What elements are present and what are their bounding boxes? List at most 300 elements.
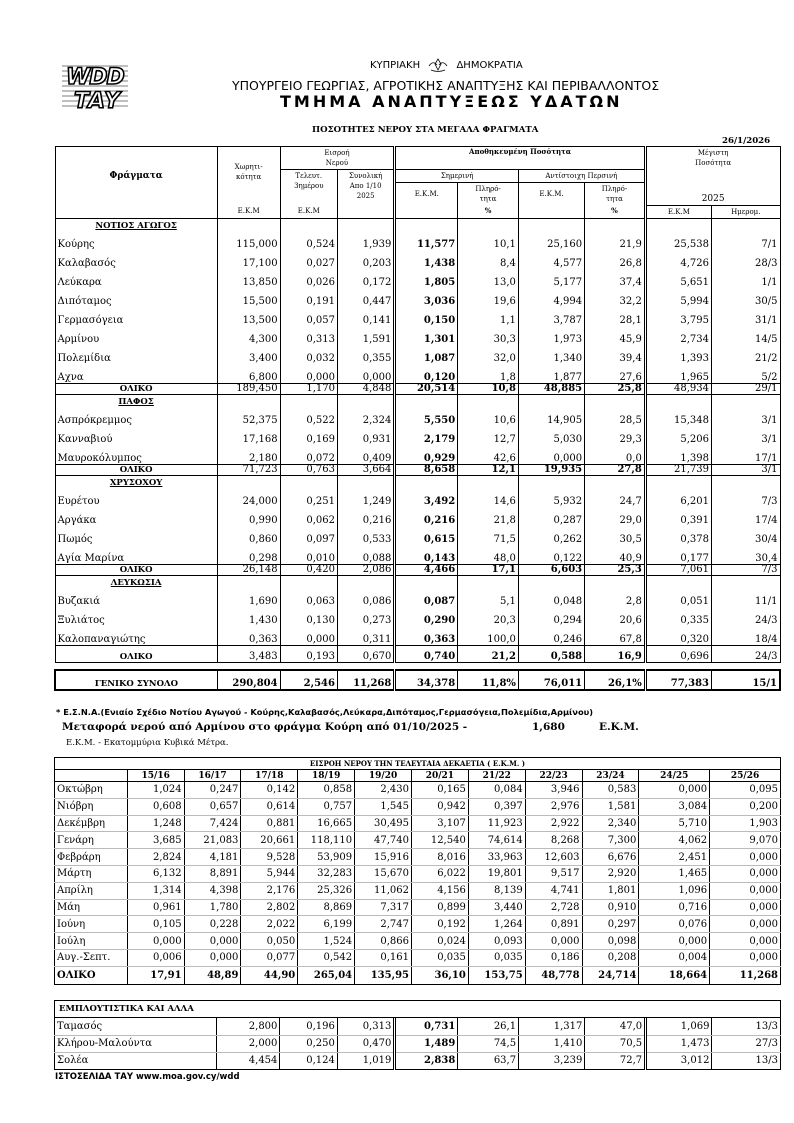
table-cell: 2,838: [395, 1052, 458, 1069]
month-row: [55, 899, 781, 916]
table-cell: 2,086: [337, 564, 394, 575]
table-cell: 67,8: [585, 626, 646, 645]
table-cell: 0,000: [280, 626, 337, 645]
table-cell: 1,1: [458, 307, 519, 326]
table-cell: 15/1: [712, 670, 780, 690]
table-cell: 32,0: [458, 345, 519, 364]
year-header: 24/25: [639, 770, 710, 782]
table-cell: 1,473: [646, 1035, 712, 1052]
year-header: 20/21: [412, 770, 469, 782]
table-cell: 2,922: [525, 815, 582, 832]
table-row: [55, 488, 780, 507]
blank-cell: [518, 575, 584, 588]
dam-name: ΟΛΙΚΟ: [55, 564, 217, 575]
section-name: ΧΡΥΣΟΧΟΥ: [55, 475, 217, 488]
table-cell: 0,000: [184, 949, 241, 966]
dam-name: Καλοπαναγιώτης: [55, 626, 217, 645]
table-cell: 0,588: [518, 645, 584, 662]
table-cell: 100,0: [458, 626, 519, 645]
table-cell: 12,540: [412, 832, 469, 849]
blank-cell: [712, 394, 780, 407]
table-cell: 6,132: [127, 865, 184, 882]
table-cell: 20,3: [458, 607, 519, 626]
month-row: [55, 933, 781, 950]
table-cell: 3,685: [127, 832, 184, 849]
table-cell: 0,216: [395, 507, 458, 526]
year-header: 19/20: [355, 770, 412, 782]
table-cell: 3,946: [525, 782, 582, 799]
table-cell: 3,400: [217, 345, 280, 364]
table-cell: 0,000: [127, 933, 184, 950]
table-cell: 0,087: [395, 588, 458, 607]
table-cell: 1,410: [519, 1035, 585, 1052]
table-row: [55, 1052, 781, 1069]
table-cell: 0,142: [241, 782, 298, 799]
table-cell: 3,787: [518, 307, 584, 326]
website-footer: ΙΣΤΟΣΕΛΙΔΑ ΤΑΥ www.moa.gov.cy/wdd: [55, 1072, 240, 1082]
table-cell: 0,740: [395, 645, 458, 662]
table-cell: 0,246: [518, 626, 584, 645]
table-cell: 11,8%: [458, 670, 519, 690]
table-cell: 33,963: [468, 849, 525, 866]
table-cell: 24/3: [712, 607, 780, 626]
table-cell: 18,664: [639, 966, 710, 984]
table-cell: 1,301: [395, 326, 458, 345]
table-cell: 53,909: [298, 849, 355, 866]
today-mcm-header: Ε.Κ.Μ.: [395, 183, 458, 206]
table-row: [55, 526, 780, 545]
table-cell: 8,016: [412, 849, 469, 866]
table-cell: 17,168: [217, 426, 280, 445]
table-cell: 30/5: [712, 288, 780, 307]
table-cell: 2,176: [241, 882, 298, 899]
table-cell: 3,084: [639, 798, 710, 815]
table-cell: 0,670: [337, 645, 394, 662]
table-cell: 8,139: [468, 882, 525, 899]
table-cell: 6,022: [412, 865, 469, 882]
table-cell: 0,731: [395, 1018, 458, 1035]
capacity-header: Χωρητι- κότητα: [217, 147, 280, 183]
table-cell: 265,04: [298, 966, 355, 984]
table-cell: 1,489: [395, 1035, 458, 1052]
grand-total-row: [55, 670, 780, 690]
table-cell: 0,196: [280, 1018, 337, 1035]
table-cell: 0,093: [468, 933, 525, 950]
table-cell: 28,1: [585, 307, 646, 326]
table-cell: 6,676: [582, 849, 639, 866]
table-cell: 0,088: [337, 545, 394, 564]
table-cell: 5,994: [645, 288, 711, 307]
table-cell: 5,710: [639, 815, 710, 832]
table-cell: 0,172: [337, 269, 394, 288]
table-row: [55, 307, 780, 326]
dam-name: Κλήρου-Μαλούντα: [55, 1035, 217, 1052]
table-cell: 47,0: [585, 1018, 646, 1035]
table-cell: 0,057: [280, 307, 337, 326]
year-header: 17/18: [241, 770, 298, 782]
table-cell: 0,026: [280, 269, 337, 288]
table-cell: 1,780: [184, 899, 241, 916]
prev-pct-header: Πληρό- τητα: [585, 183, 646, 206]
month-row: [55, 849, 781, 866]
table-cell: 10,8: [458, 383, 519, 394]
table-cell: 8,268: [525, 832, 582, 849]
dam-name: Διπόταμος: [55, 288, 217, 307]
table-row: [55, 326, 780, 345]
table-cell: 2,920: [582, 865, 639, 882]
table-cell: 19,935: [518, 464, 584, 475]
table-cell: 32,283: [298, 865, 355, 882]
table-cell: 0,165: [412, 782, 469, 799]
table-cell: 1,939: [337, 231, 394, 250]
table-cell: 1,581: [582, 798, 639, 815]
table-cell: 1,314: [127, 882, 184, 899]
month-row: [55, 782, 781, 799]
table-cell: 30,3: [458, 326, 519, 345]
table-cell: 11,577: [395, 231, 458, 250]
table-row: [55, 507, 780, 526]
table-cell: 19,801: [468, 865, 525, 882]
dam-name: Μαυροκόλυμπος: [55, 445, 217, 464]
table-cell: 0,0: [585, 445, 646, 464]
table-cell: 27/3: [712, 1035, 781, 1052]
table-cell: 1/1: [712, 269, 780, 288]
year-header: 15/16: [127, 770, 184, 782]
table-cell: 0,000: [525, 933, 582, 950]
table-cell: 9,517: [525, 865, 582, 882]
table-cell: 4,994: [518, 288, 584, 307]
blank-cell: [518, 394, 584, 407]
capacity-sub: [217, 183, 280, 206]
month-row: [55, 916, 781, 933]
table-cell: 3,440: [468, 899, 525, 916]
max-mcm-header: Ε.Κ.Μ: [645, 205, 711, 218]
table-cell: 0,910: [582, 899, 639, 916]
table-cell: 0,048: [518, 588, 584, 607]
table-cell: 1,965: [645, 364, 711, 383]
month-name: Αυγ.-Σεπτ.: [55, 949, 128, 966]
section-row: [55, 575, 780, 588]
table-cell: 5,030: [518, 426, 584, 445]
table-cell: 29,0: [585, 507, 646, 526]
table-cell: 26,148: [217, 564, 280, 575]
dam-name: ΟΛΙΚΟ: [55, 645, 217, 662]
table-cell: 20,661: [241, 832, 298, 849]
table-cell: 17/4: [712, 507, 780, 526]
year-header: 25/26: [710, 770, 781, 782]
section-name: ΛΕΥΚΩΣΙΑ: [55, 575, 217, 588]
table-cell: 20,514: [395, 383, 458, 394]
table-cell: 1,096: [639, 882, 710, 899]
table-row: [55, 288, 780, 307]
svg-text:ΤΑΥ: ΤΑΥ: [74, 89, 119, 112]
transfer-unit: Ε.Κ.Μ.: [599, 721, 639, 733]
table-cell: 1,340: [518, 345, 584, 364]
table-cell: 0,063: [280, 588, 337, 607]
table-cell: 115,000: [217, 231, 280, 250]
coat-of-arms-icon: [427, 57, 449, 73]
table-cell: 48,934: [645, 383, 711, 394]
table-cell: 4,848: [337, 383, 394, 394]
table-cell: 71,723: [217, 464, 280, 475]
table-cell: 3,492: [395, 488, 458, 507]
blank-cell: [280, 394, 337, 407]
table-cell: 4,156: [412, 882, 469, 899]
blank-cell: [645, 575, 711, 588]
table-cell: 7/3: [712, 564, 780, 575]
table-cell: 1,545: [355, 798, 412, 815]
table-cell: 21,083: [184, 832, 241, 849]
table-row: [55, 1018, 781, 1035]
table-cell: 15,916: [355, 849, 412, 866]
dam-name: Σολέα: [55, 1052, 217, 1069]
blank-cell: [458, 394, 519, 407]
transfer-amount: 1,680: [532, 721, 565, 733]
table-cell: 9,070: [710, 832, 781, 849]
blank-cell: [337, 218, 394, 231]
unit-row-blank: [55, 205, 217, 218]
table-cell: 1,069: [646, 1018, 712, 1035]
table-cell: 0,062: [280, 507, 337, 526]
table-cell: 2,976: [525, 798, 582, 815]
dam-name: Ταμασός: [55, 1018, 217, 1035]
table-row: [55, 345, 780, 364]
month-row: [55, 832, 781, 849]
table-cell: 0,899: [412, 899, 469, 916]
table-cell: 0,216: [337, 507, 394, 526]
table-cell: 11,062: [355, 882, 412, 899]
table-cell: 0,409: [337, 445, 394, 464]
table-cell: 2,451: [639, 849, 710, 866]
table-cell: 2,824: [127, 849, 184, 866]
table-cell: 0,313: [337, 1018, 394, 1035]
table-cell: 44,90: [241, 966, 298, 984]
dam-name: Γερμασόγεια: [55, 307, 217, 326]
table-cell: 153,75: [468, 966, 525, 984]
transfer-text: Μεταφορά νερού από Αρμίνου στο φράγμα Κούρη από 01/10/2025 -: [62, 721, 468, 733]
table-cell: 0,122: [518, 545, 584, 564]
table-cell: 2,000: [217, 1035, 280, 1052]
years-row: [55, 770, 781, 782]
table-row: [55, 426, 780, 445]
total-row: [55, 383, 780, 394]
table-cell: 5,932: [518, 488, 584, 507]
table-cell: 63,7: [458, 1052, 519, 1069]
blank-cell: [280, 218, 337, 231]
table-cell: 0,763: [280, 464, 337, 475]
table-cell: 0,929: [395, 445, 458, 464]
table-cell: 13,500: [217, 307, 280, 326]
table-cell: 7,317: [355, 899, 412, 916]
today-pct-unit: %: [458, 205, 519, 218]
month-name: Ιούνη: [55, 916, 128, 933]
blank-cell: [55, 770, 128, 782]
blank-cell: [645, 218, 711, 231]
table-cell: 21,2: [458, 645, 519, 662]
dam-name: Λεύκαρα: [55, 269, 217, 288]
table-cell: 1,170: [280, 383, 337, 394]
table-cell: 17/1: [712, 445, 780, 464]
table-cell: 3,664: [337, 464, 394, 475]
table-cell: 1,8: [458, 364, 519, 383]
table-cell: 9,528: [241, 849, 298, 866]
table-cell: 1,430: [217, 607, 280, 626]
prev-year-header: Αντίστοιχη Περσινή: [518, 170, 645, 183]
year-header: 18/19: [298, 770, 355, 782]
inflow-last-unit: Ε.Κ.Μ: [280, 205, 337, 218]
table-cell: 0,608: [127, 798, 184, 815]
table-cell: 1,248: [127, 815, 184, 832]
table-cell: 189,450: [217, 383, 280, 394]
table-cell: 0,120: [395, 364, 458, 383]
month-name: Νιόβρη: [55, 798, 128, 815]
blank-cell: [712, 218, 780, 231]
table-cell: 4,181: [184, 849, 241, 866]
table-cell: 4,726: [645, 250, 711, 269]
table-cell: 72,7: [585, 1052, 646, 1069]
table-cell: 2,022: [241, 916, 298, 933]
republic-word-2: ΔΗΜΟΚΡΑΤΙΑ: [456, 60, 523, 71]
dam-name: Πωμός: [55, 526, 217, 545]
table-cell: 28,5: [585, 407, 646, 426]
table-cell: 2,324: [337, 407, 394, 426]
table-cell: 48,0: [458, 545, 519, 564]
table-cell: 2,179: [395, 426, 458, 445]
table-cell: 0,000: [184, 933, 241, 950]
table-cell: 0,251: [280, 488, 337, 507]
table-cell: 2,800: [217, 1018, 280, 1035]
table-cell: 0,192: [412, 916, 469, 933]
table-cell: 13/3: [712, 1018, 781, 1035]
transfer-note: [62, 721, 639, 733]
table-cell: 70,5: [585, 1035, 646, 1052]
table-cell: 0,000: [710, 865, 781, 882]
table-cell: 2,546: [280, 670, 337, 690]
table-cell: 0,130: [280, 607, 337, 626]
table-cell: 11,268: [337, 670, 394, 690]
blank-cell: [337, 575, 394, 588]
table-cell: 0,542: [298, 949, 355, 966]
capacity-unit: Ε.Κ.Μ: [217, 205, 280, 218]
table-cell: 18/4: [712, 626, 780, 645]
table-cell: 2,8: [585, 588, 646, 607]
table-cell: 0,311: [337, 626, 394, 645]
table-cell: 16,9: [585, 645, 646, 662]
today-pct-header: Πληρό- τητα: [458, 183, 519, 206]
table-cell: 21,739: [645, 464, 711, 475]
blank-cell: [395, 218, 458, 231]
table-cell: 20,6: [585, 607, 646, 626]
table-cell: 15,670: [355, 865, 412, 882]
table-cell: 0,858: [298, 782, 355, 799]
spacer-row: [55, 662, 780, 670]
dam-name: Κούρης: [55, 231, 217, 250]
table-cell: 29,3: [585, 426, 646, 445]
month-row: [55, 815, 781, 832]
year-header: 21/22: [468, 770, 525, 782]
inflow-total-unit: [337, 205, 394, 218]
table-cell: 2,340: [582, 815, 639, 832]
table-cell: 0,250: [280, 1035, 337, 1052]
table-cell: 0,077: [241, 949, 298, 966]
blank-cell: [645, 394, 711, 407]
table-cell: 0,247: [184, 782, 241, 799]
inflow-total-header: Συνολική Απο 1/10 2025: [337, 170, 394, 206]
inflow-header: Εισροή Νερού: [280, 147, 395, 170]
table-cell: 29/1: [712, 383, 780, 394]
table-cell: 0,391: [645, 507, 711, 526]
table-cell: 3,239: [519, 1052, 585, 1069]
table-cell: 0,169: [280, 426, 337, 445]
table-cell: 71,5: [458, 526, 519, 545]
blank-cell: [395, 575, 458, 588]
department-heading: ΤΜΗΜΑ ΑΝΑΠΤΥΞΕΩΣ ΥΔΑΤΩΝ: [280, 92, 623, 111]
table-cell: 0,615: [395, 526, 458, 545]
table-cell: 7/1: [712, 231, 780, 250]
wdd-logo: [60, 62, 130, 112]
table-cell: 0,298: [217, 545, 280, 564]
section-name: ΠΑΦΟΣ: [55, 394, 217, 407]
table-cell: 32,2: [585, 288, 646, 307]
table-cell: 0,024: [412, 933, 469, 950]
table-cell: 2,802: [241, 899, 298, 916]
table-cell: 0,177: [645, 545, 711, 564]
table-row: [55, 607, 780, 626]
prev-pct-unit: %: [585, 205, 646, 218]
table-cell: 15,348: [645, 407, 711, 426]
table-cell: 8,658: [395, 464, 458, 475]
table-cell: 0,000: [710, 849, 781, 866]
table-cell: 7/3: [712, 488, 780, 507]
table-cell: 0,124: [280, 1052, 337, 1069]
section-row: [55, 394, 780, 407]
blank-cell: [518, 218, 584, 231]
table-cell: 0,186: [525, 949, 582, 966]
table-cell: 30,495: [355, 815, 412, 832]
table-cell: 4,466: [395, 564, 458, 575]
table-row: [55, 407, 780, 426]
table-cell: 1,264: [468, 916, 525, 933]
blank-cell: [280, 575, 337, 588]
dam-name: Καλαβασός: [55, 250, 217, 269]
table-cell: 5,550: [395, 407, 458, 426]
table-cell: 4,300: [217, 326, 280, 345]
table-cell: 1,973: [518, 326, 584, 345]
table-cell: 13,0: [458, 269, 519, 288]
table-cell: 24,7: [585, 488, 646, 507]
table-cell: 2,747: [355, 916, 412, 933]
inflow-total-row: [55, 966, 781, 984]
table-cell: 0,522: [280, 407, 337, 426]
table-cell: 0,397: [468, 798, 525, 815]
table-cell: 48,778: [525, 966, 582, 984]
month-name: Μάη: [55, 899, 128, 916]
table-cell: 12,7: [458, 426, 519, 445]
table-cell: 1,903: [710, 815, 781, 832]
table-cell: 1,465: [639, 865, 710, 882]
inflow-body: [55, 758, 781, 985]
table-cell: 0,004: [639, 949, 710, 966]
table-cell: 34,378: [395, 670, 458, 690]
table-cell: 47,740: [355, 832, 412, 849]
dam-name: ΓΕΝΙΚΟ ΣΥΝΟΛΟ: [55, 670, 217, 690]
blank-cell: [458, 218, 519, 231]
table-cell: 2,180: [217, 445, 280, 464]
dam-name: ΟΛΙΚΟ: [55, 464, 217, 475]
table-cell: 24,714: [582, 966, 639, 984]
month-name: Δεκέμβρη: [55, 815, 128, 832]
table-cell: 0,297: [582, 916, 639, 933]
